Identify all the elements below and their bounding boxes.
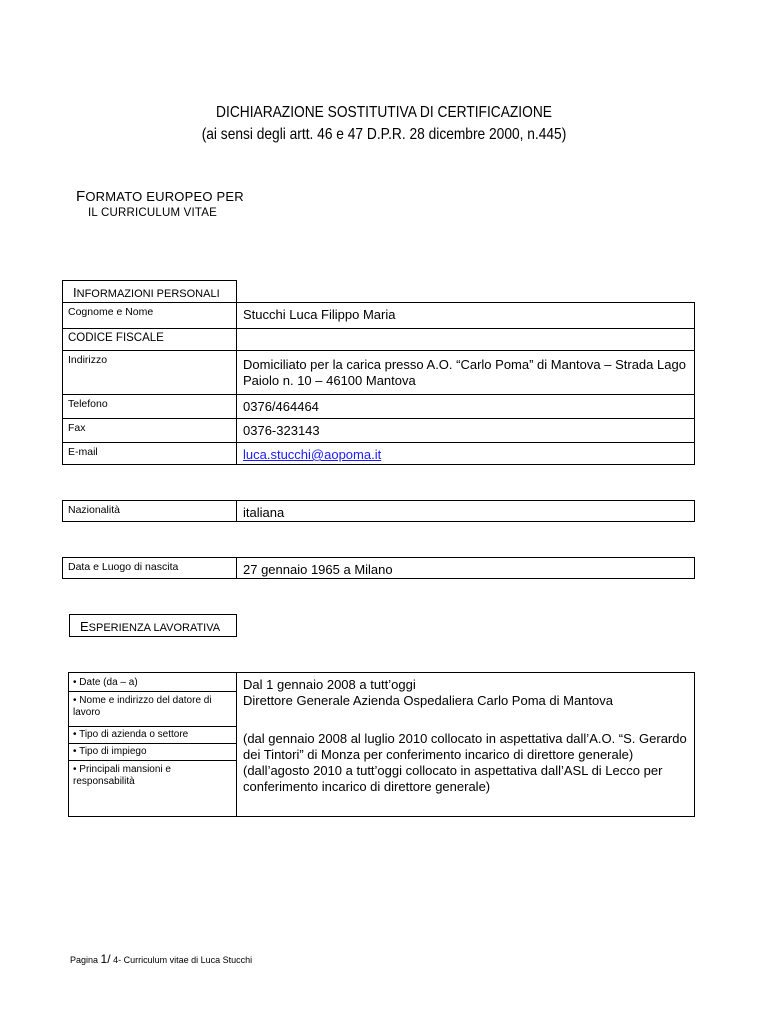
email-label: E-mail (63, 443, 237, 465)
birth-value: 27 gennaio 1965 a Milano (237, 558, 695, 579)
document-title: DICHIARAZIONE SOSTITUTIVA DI CERTIFICAZIONE (216, 104, 552, 121)
table-row (63, 419, 695, 443)
phone-value: 0376/464464 (237, 395, 695, 419)
email-link[interactable]: luca.stucchi@aopoma.it (243, 447, 382, 462)
fiscal-code-value (237, 329, 695, 351)
birth-label: Data e Luogo di nascita (63, 558, 237, 579)
page-footer: Pagina 1/ 4- Curriculum vitae di Luca Stucchi (70, 952, 253, 966)
fiscal-code-label: CODICE FISCALE (63, 329, 237, 351)
experience-labels (69, 673, 237, 817)
fax-value: 0376-323143 (237, 419, 695, 443)
formato-line1: FORMATO EUROPEO PER (76, 188, 244, 205)
phone-label: Telefono (63, 395, 237, 419)
birth-table (62, 557, 695, 579)
section-personal-info: INFORMAZIONI PERSONALI (62, 280, 237, 303)
formato-line2: IL CURRICULUM VITAE (88, 207, 218, 219)
page-total: 4 (110, 955, 119, 965)
company-type-label: • Tipo di azienda o settore (69, 727, 236, 744)
experience-note-1: (dal gennaio 2008 al luglio 2010 collocato in aspettativa dall’A.O. “S. Gerardo dei Tintori” di Monza per conferimento incarico di direttore generale) (243, 731, 687, 762)
nationality-table (62, 500, 695, 522)
table-row (63, 443, 695, 465)
dates-label: • Date (da – a) (69, 673, 236, 692)
nationality-value: italiana (237, 501, 695, 522)
experience-employer-value: Direttore Generale Azienda Ospedaliera Carlo Poma di Mantova (243, 693, 613, 708)
experience-dates-value: Dal 1 gennaio 2008 a tutt’oggi (243, 677, 416, 692)
job-type-label: • Tipo di impiego (69, 744, 236, 761)
experience-note-2: (dall’agosto 2010 a tutt’oggi collocato in aspettativa dall’ASL di Lecco per conferimento incarico di direttore generale) (243, 763, 663, 794)
table-row (63, 329, 695, 351)
table-row (63, 395, 695, 419)
experience-table (68, 672, 695, 817)
document-subtitle: (ai sensi degli artt. 46 e 47 D.P.R. 28 dicembre 2000, n.445) (201, 126, 567, 143)
experience-details (237, 673, 695, 817)
table-row (63, 501, 695, 522)
personal-info-table (62, 302, 695, 465)
employer-label: • Nome e indirizzo del datore di lavoro (69, 692, 236, 727)
section-work-experience: ESPERIENZA LAVORATIVA (69, 614, 237, 637)
email-value (237, 443, 695, 465)
name-value: Stucchi Luca Filippo Maria (237, 303, 695, 329)
address-label: Indirizzo (63, 351, 237, 395)
table-row (63, 303, 695, 329)
page-number: 1 (100, 952, 108, 966)
nationality-label: Nazionalità (63, 501, 237, 522)
address-value: Domiciliato per la carica presso A.O. “Carlo Poma” di Mantova – Strada Lago Paiolo n. 10 – 46100 Mantova (237, 351, 695, 395)
table-row (63, 351, 695, 395)
table-row (69, 673, 695, 817)
duties-label: • Principali mansioni e responsabilità (73, 764, 171, 787)
name-label: Cognome e Nome (63, 303, 237, 329)
fax-label: Fax (63, 419, 237, 443)
table-row (63, 558, 695, 579)
